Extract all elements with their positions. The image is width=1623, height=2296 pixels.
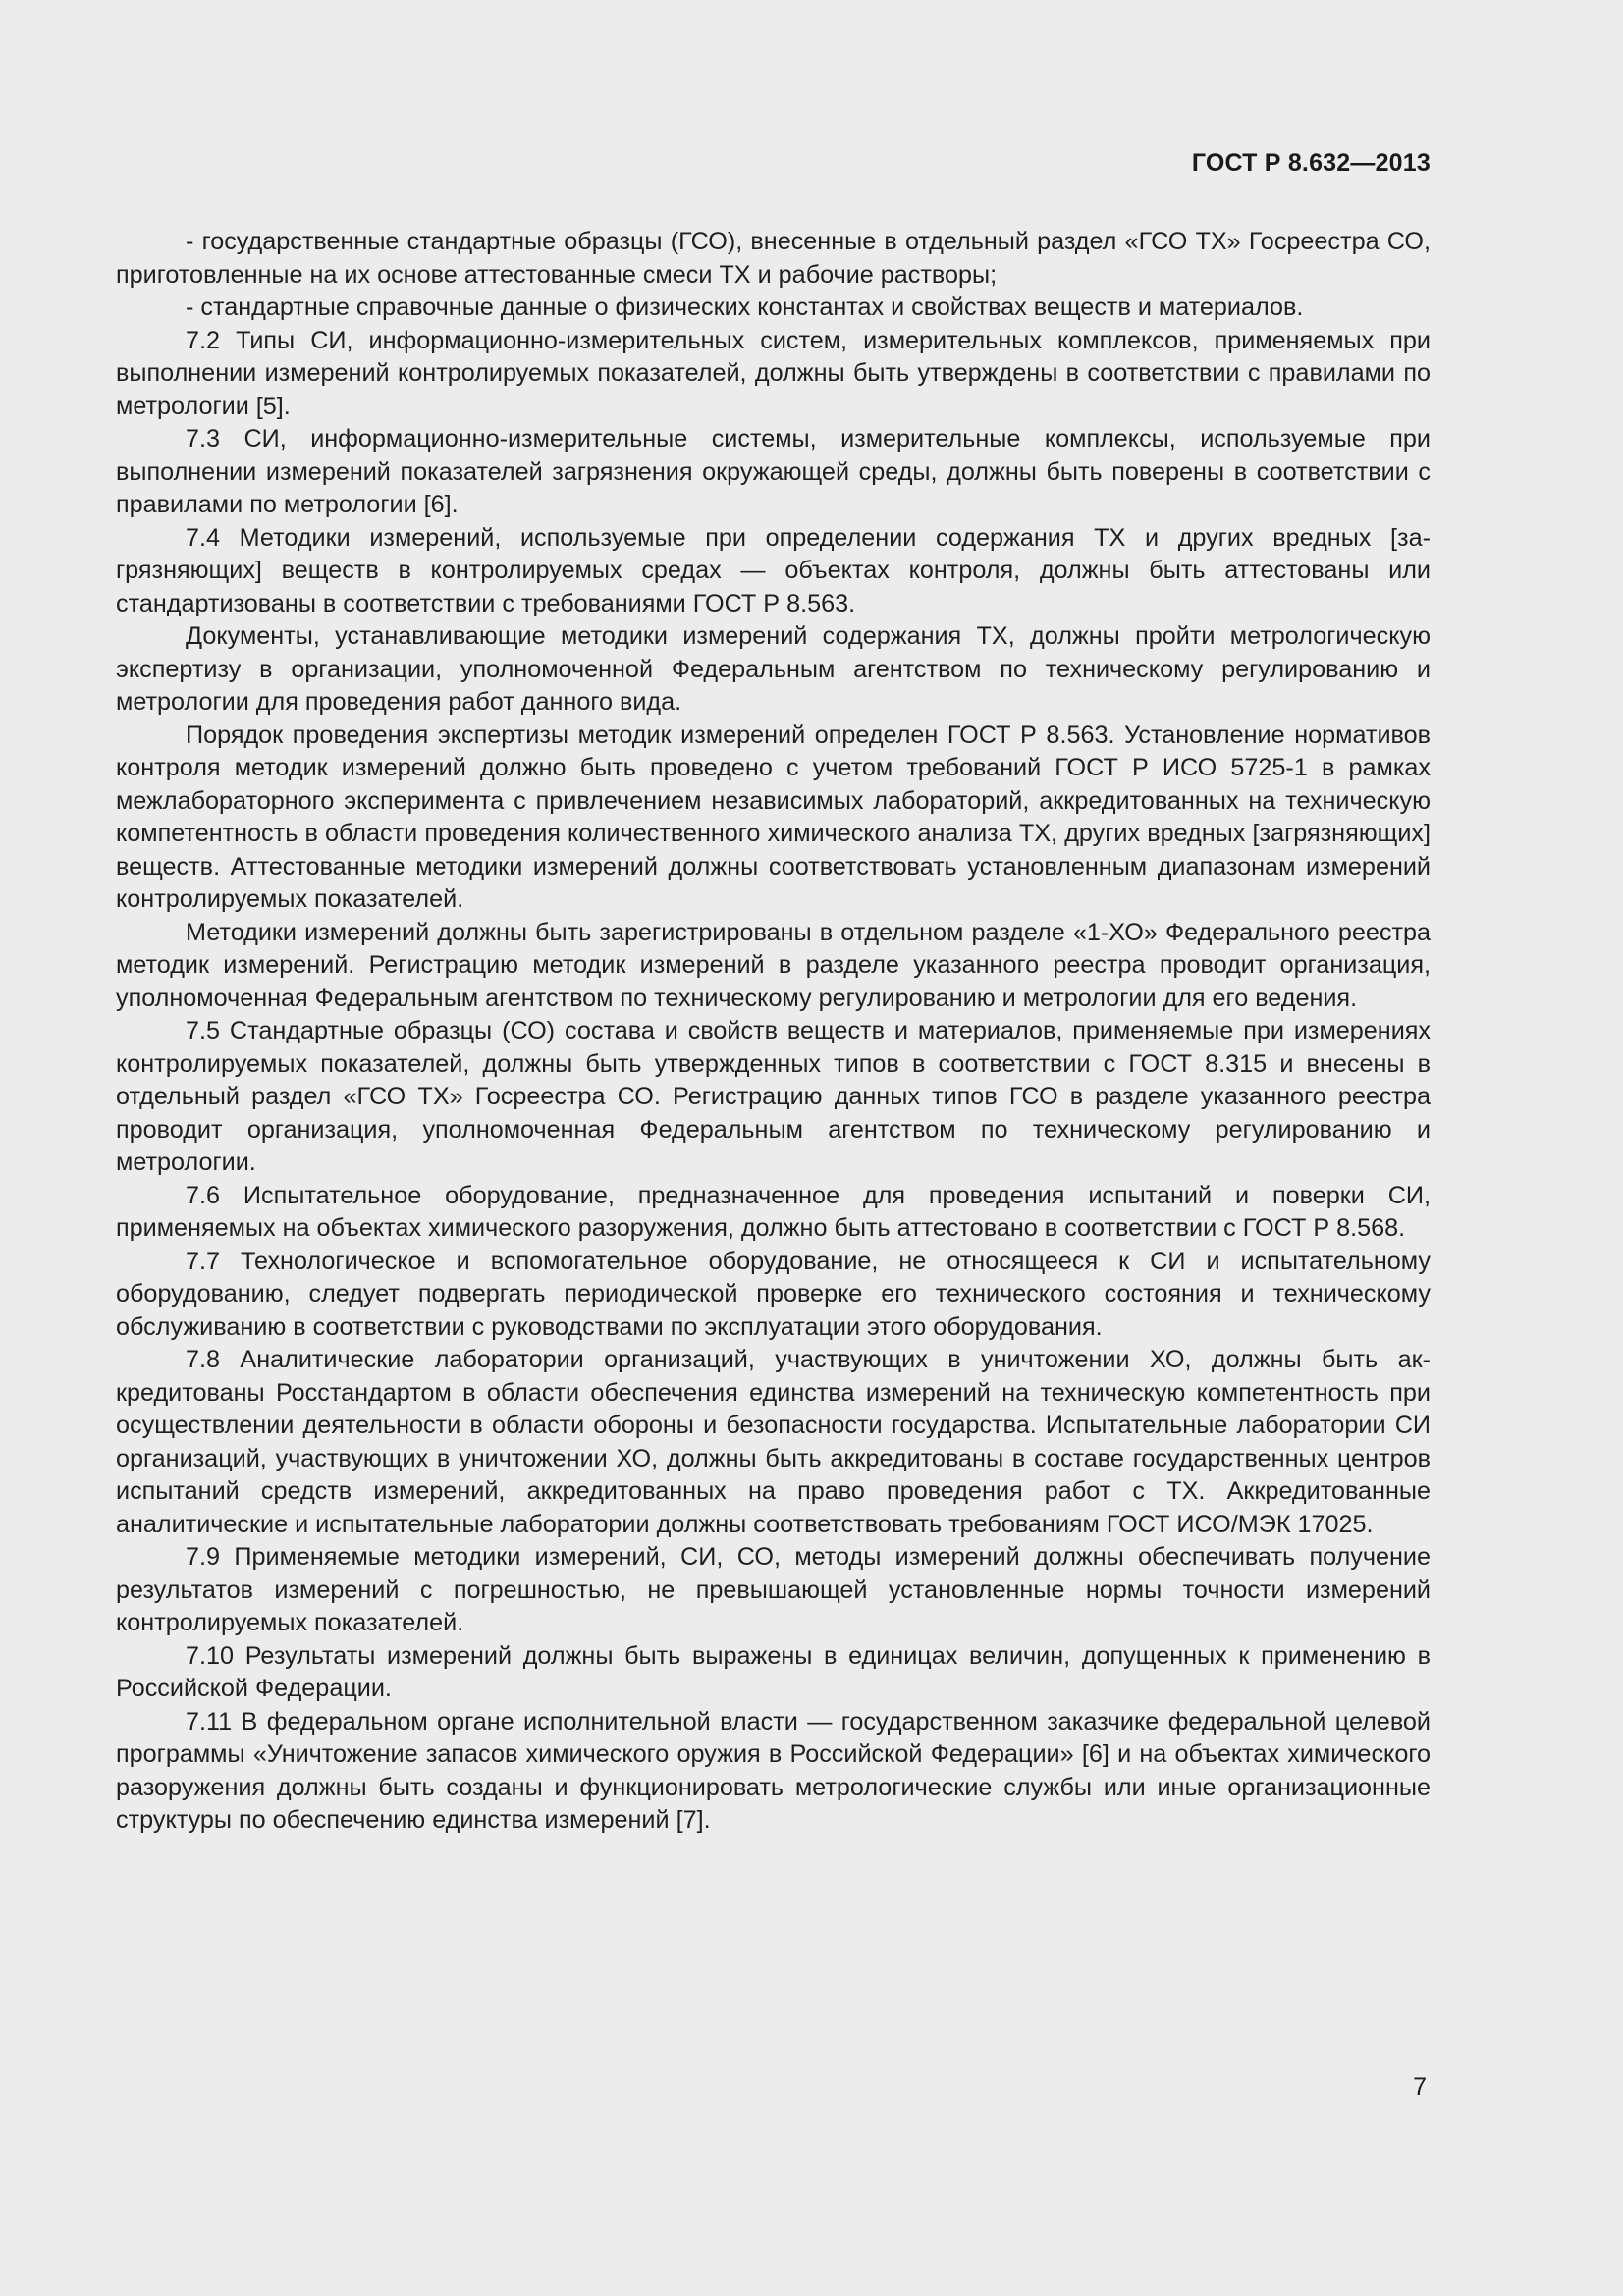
paragraph-7-4: 7.4 Методики измерений, используемые при определении содержания ТХ и других вредных [загрязняющих] веществ в контролируемых средах — объектах контроля, должны быть аттестованы или стандартизованы в соответствии с требованиями ГОСТ Р 8.563. [116, 523, 1431, 617]
document-code-header: ГОСТ Р 8.632—2013 [1191, 149, 1431, 177]
paragraph-7-11: 7.11 В федеральном органе исполнительной власти — государственном заказчике федеральной целевой программы «Уничтожение запасов химического оружия в Российской Федерации» [6] и на объектах химического разоружения должны быть созданы и функционировать метрологические службы или иные организационные структуры по обеспечению единства измерений [7]. [116, 1707, 1431, 1834]
paragraph-7-10: 7.10 Результаты измерений должны быть выражены в единицах величин, допущенных к применению в Российской Федерации. [116, 1641, 1431, 1702]
paragraph-7-4-expertise: Порядок проведения экспертизы методик измерений определен ГОСТ Р 8.563. Установление нормативов контроля методик измерений должно быть проведено с учетом требований ГОСТ Р ИСО 5725-1 в рамках межлабораторного эксперимента с привлечением независимых лабораторий, аккредитованных на техническую компетентность в области проведения количественного химического анализа ТХ, других вредных [загрязняющих] веществ. Аттестованные методики измерений должны соответствовать установленным диапазонам измерений контролируемых показателей. [116, 721, 1431, 913]
paragraph-7-6: 7.6 Испытательное оборудование, предназначенное для проведения испытаний и поверки СИ, применяемых на объектах химического разоружения, должно быть аттестовано в соответствии с ГОСТ Р 8.568. [116, 1181, 1431, 1242]
document-body [116, 226, 1431, 1838]
paragraph-7-4-registration: Методики измерений должны быть зарегистрированы в отдельном разделе «1-ХО» Федерального реестра методик измерений. Регистрацию методик измерений в разделе указанного реестра проводит организация, уполномоченная Федеральным агентством по техническому регулированию и метрологии для его ведения. [116, 918, 1431, 1012]
paragraph-reference-data-bullet: - стандартные справочные данные о физических константах и свойствах веществ и материалов. [186, 294, 1304, 321]
paragraph-7-5: 7.5 Стандартные образцы (СО) состава и свойств веществ и материалов, применяемые при измерениях контролируемых показателей, должны быть утвержденных типов в соответствии с ГОСТ 8.315 и внесены в отдельный раздел «ГСО ТХ» Госреестра СО. Регистрацию данных типов ГСО в разделе указанного реестра проводит организация, уполномоченная Федеральным агентством по техническому регулированию и метрологии. [116, 1017, 1431, 1176]
page-number: 7 [1413, 2073, 1427, 2101]
paragraph-7-7: 7.7 Технологическое и вспомогательное оборудование, не относящееся к СИ и испытательному оборудованию, следует подвергать периодической проверке его технического состояния и техническому обслуживанию в соответствии с руководствами по эксплуатации этого оборудования. [116, 1247, 1431, 1341]
paragraph-7-3: 7.3 СИ, информационно-измерительные системы, измерительные комплексы, используемые при выполнении измерений показателей загрязнения окружающей среды, должны быть поверены в соответствии с правилами по метрологии [6]. [116, 425, 1431, 518]
paragraph-7-2: 7.2 Типы СИ, информационно-измерительных систем, измерительных комплексов, применяемых при выполнении измерений контролируемых показателей, должны быть утверждены в соответствии с правилами по метрологии [5]. [116, 326, 1431, 420]
paragraph-gso-bullet: - государственные стандартные образцы (ГСО), внесенные в отдельный раздел «ГСО ТХ» Госреестра СО, приготовленные на их основе аттестованные смеси ТХ и рабочие растворы; [116, 228, 1431, 289]
paragraph-7-8: 7.8 Аналитические лаборатории организаций, участвующих в уничтожении ХО, должны быть аккредитованы Росстандартом в области обеспечения единства измерений на техническую компетентность при осуществлении деятельности в области обороны и безопасности государства. Испытательные лаборатории СИ организаций, участвующих в уничтожении ХО, должны быть аккредитованы в составе государственных центров испытаний средств измерений, аккредитованных на право проведения работ с ТХ. Аккредитованные аналитические и испытательные лаборатории должны соответствовать требованиям ГОСТ ИСО/МЭК 17025. [116, 1346, 1431, 1538]
paragraph-7-4-documents: Документы, устанавливающие методики измерений содержания ТХ, должны пройти метрологическую экспертизу в организации, уполномоченной Федеральным агентством по техническому регулированию и метрологии для проведения работ данного вида. [116, 622, 1431, 716]
paragraph-7-9: 7.9 Применяемые методики измерений, СИ, СО, методы измерений должны обеспечивать получение результатов измерений с погрешностью, не превышающей установленные нормы точности измерений контролируемых показателей. [116, 1543, 1431, 1636]
